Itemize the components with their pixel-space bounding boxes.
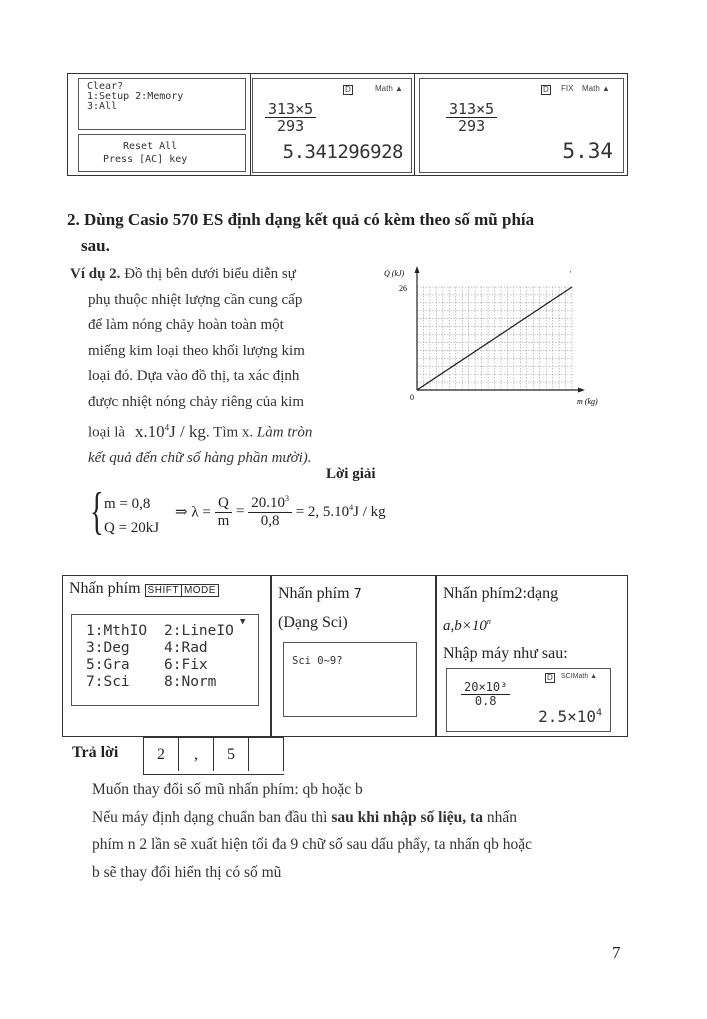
system-line: Q = 20kJ	[104, 520, 160, 536]
instruction-text: Nhấn phím	[69, 580, 141, 597]
menu-row	[86, 640, 258, 657]
instruction-text: Nhập máy như sau:	[443, 645, 568, 662]
example-text-fragment: loại là	[88, 424, 126, 441]
indicator-sci-math: SCIMath ▲	[561, 673, 598, 680]
unit: J / kg	[169, 421, 206, 441]
instruction-text: (Dạng Sci)	[278, 614, 348, 631]
solution-system	[90, 483, 160, 540]
denominator: m	[217, 512, 230, 529]
example-text-fragment: . Tìm x.	[205, 424, 254, 441]
numerator: 20.10$^3$	[248, 494, 292, 513]
expression: x.10	[134, 421, 165, 441]
cursor-arrow-icon: ▼	[240, 617, 246, 627]
menu-item: 4:Rad	[164, 640, 208, 656]
example-italic: Làm tròn	[256, 424, 313, 441]
page-number: 7	[612, 943, 621, 962]
indicator-d: D	[345, 85, 351, 94]
result-display: 5.341296928	[282, 141, 403, 163]
heading-line: 2. Dùng Casio 570 ES định dạng kết quả có kèm theo số mũ phía	[67, 210, 535, 229]
lcd-line: 1:Setup 2:Memory	[87, 91, 184, 102]
note-line: phím n 2 lần sẽ xuất hiện tối đa 9 chữ số sau dấu phẩy, ta nhấn qb hoặc	[92, 836, 533, 853]
heading-line: sau.	[81, 236, 110, 255]
menu-item: 7:Sci	[86, 674, 130, 690]
example-line: Đồ thị bên dưới biểu diễn sự	[124, 266, 296, 282]
example-line: kết quả đến chữ số hàng phần mười).	[88, 450, 312, 467]
section-heading	[67, 207, 637, 259]
system-brace: {	[90, 483, 104, 540]
example-line: để làm nóng chảy hoàn toàn một	[88, 317, 284, 333]
sci-form: $a,b\times 10^n$	[443, 617, 491, 634]
answer-cells	[143, 737, 284, 775]
column-divider	[414, 74, 415, 175]
fraction-denominator: 293	[277, 117, 305, 135]
answer-cell: ,	[179, 738, 214, 771]
fraction-display	[265, 101, 316, 134]
exponent: 4	[164, 422, 170, 432]
notes	[92, 776, 632, 886]
screen-clear-menu	[78, 78, 246, 130]
key-table	[62, 575, 628, 737]
indicator-d: D	[547, 673, 553, 682]
example-line: phụ thuộc nhiệt lượng cần cung cấp	[88, 291, 303, 308]
fraction-numerator: 20×10³	[461, 681, 510, 695]
menu-item: 8:Norm	[164, 674, 217, 690]
q-vs-m-graph	[380, 262, 620, 412]
mode-menu	[86, 623, 258, 691]
instruction-text: Nhấn phím	[278, 585, 350, 602]
result-display: 5.34	[562, 139, 613, 163]
menu-item: 2:LineIO	[164, 623, 234, 639]
example-line-7	[70, 415, 380, 446]
menu-item: 5:Gra	[86, 657, 130, 673]
lcd-line: Press [AC] key	[103, 154, 188, 165]
implies: ⇒ λ =	[175, 504, 211, 521]
mode-key: MODE	[182, 584, 219, 597]
example-line: loại đó. Dựa vào đồ thị, ta xác định	[88, 368, 300, 384]
menu-row	[86, 674, 258, 691]
menu-item: 1:MthIO	[86, 623, 148, 639]
example-line: miếng kim loại theo khối lượng kim	[88, 342, 305, 359]
col3-instruction	[443, 580, 568, 668]
fraction-values	[248, 494, 292, 530]
lcd-line: Reset All	[123, 141, 178, 152]
answer-cell: 5	[214, 738, 249, 771]
note-line: Nếu máy định dạng chuẩn ban đầu thì sau khi nhập số liệu, ta nhấn	[92, 808, 517, 826]
top-screens-table	[67, 73, 628, 176]
system-line: m = 0,8	[104, 496, 151, 512]
y-tick-label: 26	[399, 284, 407, 293]
y-axis-label: Q (kJ)	[384, 269, 405, 278]
fraction-display	[461, 681, 510, 708]
lcd-line: Clear?	[87, 81, 124, 92]
col1-instruction	[69, 580, 219, 598]
screen-fix-result	[419, 78, 624, 173]
lcd-line: 3:All	[87, 101, 118, 112]
solution-title: Lời giải	[326, 466, 376, 482]
fraction-denominator: 293	[458, 117, 486, 135]
result-display: $2.5\times 10^4$	[538, 707, 602, 726]
numerator: Q	[215, 495, 233, 513]
indicator-fix: FIX	[561, 84, 574, 93]
note-line: Muốn thay đổi số mũ nhấn phím: qb hoặc b	[92, 781, 363, 798]
menu-row	[86, 623, 258, 640]
fraction-numerator: 313×5	[265, 101, 316, 118]
fraction-q-m	[215, 495, 233, 530]
column-divider	[250, 74, 251, 175]
answer-cell	[249, 738, 284, 771]
example-line: được nhiệt nóng chảy riêng của kim	[88, 393, 304, 410]
answer-label: Trả lời	[72, 744, 119, 761]
menu-item: 6:Fix	[164, 657, 208, 673]
x-axis-arrow	[578, 388, 585, 393]
indicator-math: Math ▲	[375, 84, 403, 93]
x-axis-label: m (kg)	[577, 397, 598, 406]
instruction-text: Nhấn phím2:dạng	[443, 585, 559, 602]
corner-mark: '	[570, 271, 572, 278]
shift-key: SHIFT	[145, 584, 182, 597]
fraction-denominator: 0.8	[474, 694, 497, 708]
note-line: b sẽ thay đổi hiển thị có số mũ	[92, 863, 282, 881]
y-axis-arrow	[415, 266, 420, 273]
col2-instruction	[278, 580, 362, 637]
answer-cell: 2	[144, 738, 179, 771]
screen-fraction-result	[252, 78, 412, 173]
fraction-numerator: 313×5	[446, 101, 497, 118]
screen-reset-all	[78, 134, 246, 172]
column-divider	[435, 576, 437, 736]
indicator-math: Math ▲	[582, 84, 610, 93]
result: = 2, 5.10$^4$J / kg	[295, 503, 386, 520]
column-divider	[270, 576, 272, 736]
key-7: 7	[353, 587, 362, 602]
denominator: 0,8	[260, 513, 280, 529]
indicator-d: D	[543, 85, 549, 94]
menu-item: 3:Deg	[86, 640, 130, 656]
example-label: Ví dụ 2.	[70, 266, 121, 282]
origin-label: 0	[410, 393, 414, 402]
sci-prompt-screen	[283, 642, 417, 717]
sci-prompt-text: Sci 0~9?	[292, 655, 343, 667]
example-text	[70, 262, 380, 472]
solution-equation	[175, 494, 386, 530]
equals: =	[235, 503, 245, 520]
mode-menu-screen	[71, 614, 259, 706]
fraction-display	[446, 101, 497, 134]
sci-result-screen	[446, 668, 611, 732]
menu-row	[86, 657, 258, 674]
